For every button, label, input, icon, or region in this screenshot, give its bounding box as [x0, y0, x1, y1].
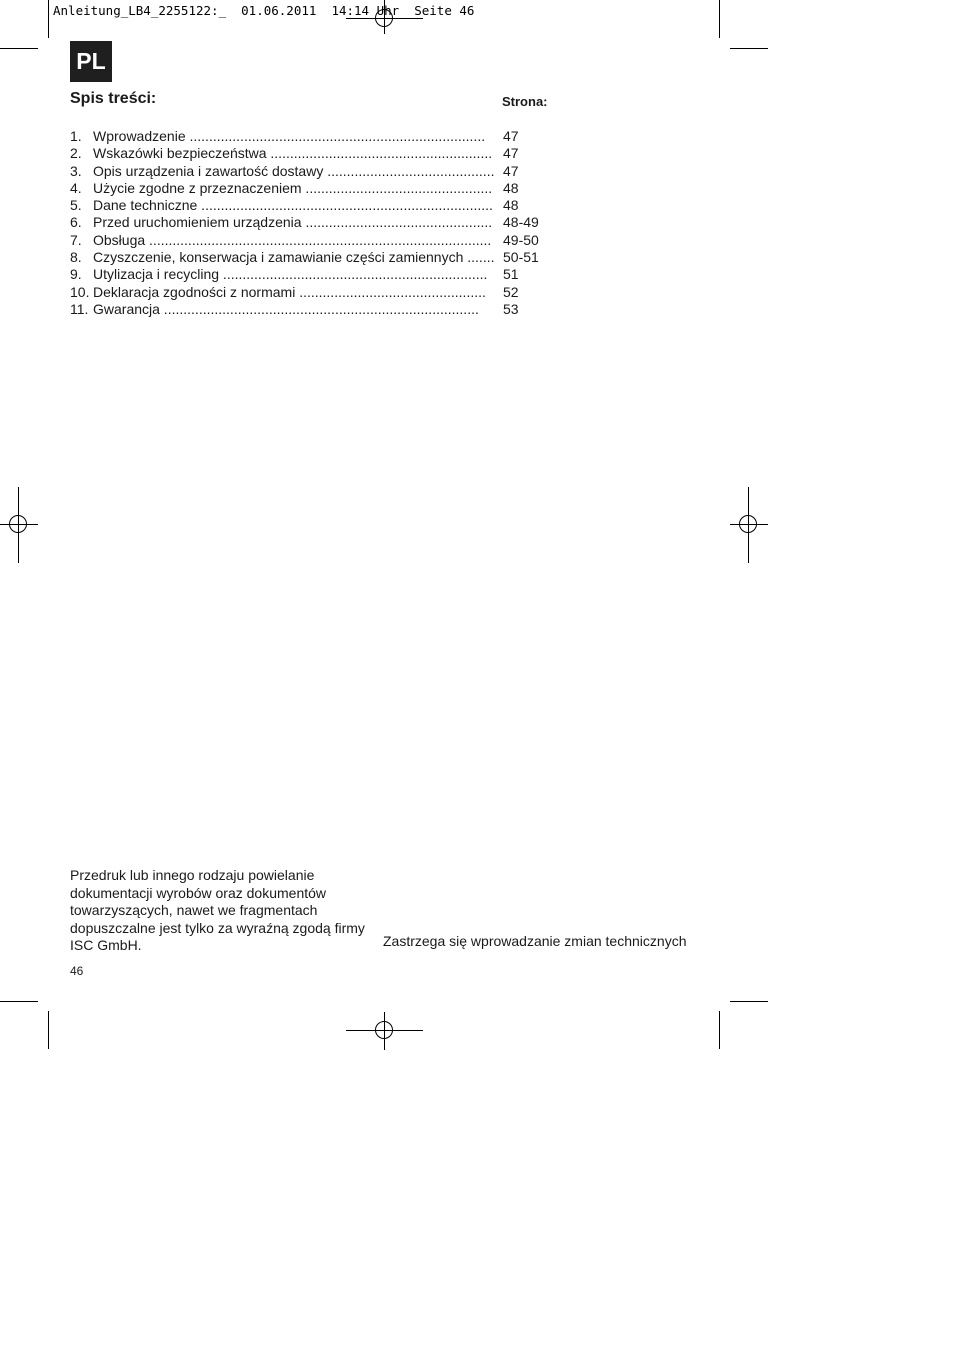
toc-entry-number: 2.	[70, 145, 82, 162]
toc-entry-title: Gwarancja .................................................................................	[93, 300, 479, 317]
toc-entry-number: 10.	[70, 283, 90, 300]
toc-entry[interactable]	[70, 232, 550, 249]
copyright-disclaimer: Przedruk lub innego rodzaju powielanie dokumentacji wyrobów oraz dokumentów towarzyszących, nawet we fragmentach dopuszczalne jest tylko za wyraźną zgodą firmy ISC GmbH.	[70, 867, 365, 953]
toc-entry-number: 3.	[70, 162, 82, 179]
toc-entry-title: Obsługa ........................................................................................	[93, 231, 492, 248]
toc-entry-number: 1.	[70, 128, 82, 144]
toc-entry[interactable]	[70, 163, 550, 180]
toc-entry-page: 47	[503, 145, 519, 162]
toc-entry-title: Użycie zgodne z przeznaczeniem ................................................	[93, 179, 493, 196]
table-of-contents	[70, 128, 550, 318]
toc-entry-page: 50-51	[503, 249, 539, 266]
toc-entry-title: Utylizacja i recycling ....................................................................	[93, 266, 488, 283]
toc-entry-title: Przed uruchomieniem urządzenia ................................................	[93, 214, 493, 231]
toc-entry-title: Czyszczenie, konserwacja i zamawianie części zamiennych .......	[93, 249, 495, 266]
toc-entry-number: 4.	[70, 179, 82, 196]
page-number: 46	[70, 964, 84, 978]
toc-entry[interactable]	[70, 197, 550, 214]
page-column-label: Strona:	[502, 94, 548, 109]
language-badge: PL	[70, 41, 112, 82]
toc-entry-page: 48-49	[503, 214, 539, 231]
toc-entry[interactable]	[70, 249, 550, 266]
toc-entry-title: Opis urządzenia i zawartość dostawy ...........................................	[93, 162, 495, 179]
toc-entry-page: 49-50	[503, 231, 539, 248]
toc-entry[interactable]	[70, 214, 550, 231]
toc-entry-number: 6.	[70, 214, 82, 231]
toc-entry-number: 7.	[70, 231, 82, 248]
toc-entry[interactable]	[70, 145, 550, 162]
toc-entry-page: 51	[503, 266, 519, 283]
toc-entry-number: 5.	[70, 197, 82, 214]
toc-entry-title: Dane techniczne ...........................................................................	[93, 197, 493, 214]
toc-entry-title: Wprowadzenie ............................................................................	[93, 128, 486, 144]
toc-entry[interactable]	[70, 180, 550, 197]
toc-entry-page: 47	[503, 162, 519, 179]
toc-entry-page: 48	[503, 179, 519, 196]
toc-entry-page: 53	[503, 300, 519, 317]
toc-entry[interactable]	[70, 128, 550, 145]
toc-entry-title: Wskazówki bezpieczeństwa .........................................................	[93, 145, 493, 162]
toc-entry-title: Deklaracja zgodności z normami ................................................	[93, 283, 486, 300]
print-slug-line: Anleitung_LB4_2255122:_ 01.06.2011 14:14 Uhr Seite 46	[53, 3, 475, 18]
toc-entry[interactable]	[70, 301, 550, 318]
toc-entry-number: 11.	[70, 300, 89, 317]
toc-title: Spis treści:	[70, 90, 157, 107]
toc-entry[interactable]	[70, 284, 550, 301]
toc-entry-page: 47	[503, 128, 519, 144]
toc-entry[interactable]	[70, 266, 550, 283]
toc-entry-number: 9.	[70, 266, 82, 283]
toc-entry-page: 48	[503, 197, 519, 214]
technical-changes-note: Zastrzega się wprowadzanie zmian technicznych	[383, 933, 687, 949]
toc-entry-number: 8.	[70, 249, 82, 266]
toc-entry-page: 52	[503, 283, 519, 300]
